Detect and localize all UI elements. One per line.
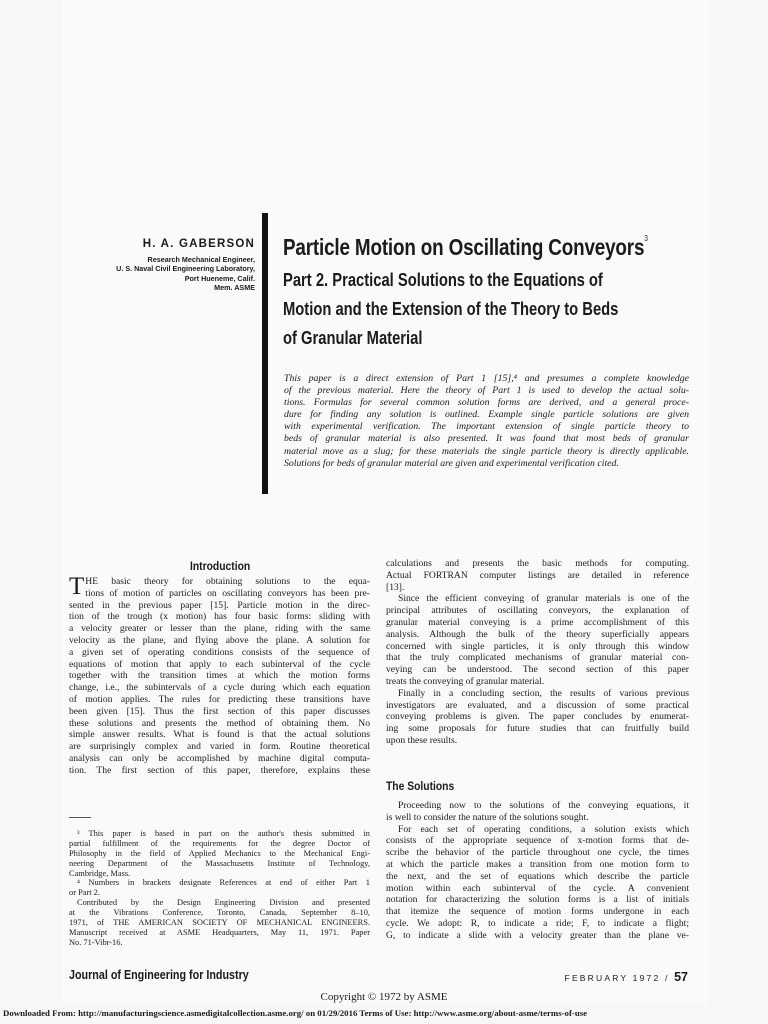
page-number: 57 <box>674 970 688 984</box>
body-line: tion. The first section of this paper, therefore, explains these <box>69 764 370 776</box>
body-line: ing some proposals for future studies that can fruitfully build <box>386 723 689 735</box>
body-line: cycle. We adopt: R, to indicate a ride; F, to indicate a flight; <box>386 917 689 929</box>
body-line: that the truly complicated mechanisms of granular material con- <box>386 652 689 664</box>
introduction-heading: Introduction <box>190 559 251 573</box>
body-line: Since the efficient conveying of granular materials is one of the <box>398 593 689 605</box>
title-footnote-mark: 3 <box>644 234 648 243</box>
paper-title <box>283 222 648 264</box>
footnote-line: at the Vibrations Conference, Toronto, Canada, September 8–10, <box>69 908 370 918</box>
body-line: G, to indicate a slide with a velocity greater than the plane ve- <box>386 929 689 941</box>
issue-date: FEBRUARY 1972 / <box>564 973 670 983</box>
body-line: at which the particle makes a transition from one motion form to <box>386 858 689 870</box>
body-line: equations of motion that apply to each subinterval of the cycle <box>69 658 370 670</box>
solutions-heading: The Solutions <box>386 779 455 793</box>
body-line: change, i.e., the subintervals of a cycle during which each equation <box>69 682 370 694</box>
body-line: HE basic theory for obtaining solutions to the equa- <box>85 576 370 587</box>
body-line: velocity as the plane, and flying above the plane. A solution for <box>69 634 370 646</box>
author-affiliation-line: U. S. Naval Civil Engineering Laboratory, <box>116 264 255 274</box>
body-line: analysis can only be accomplished by machine digital computa- <box>69 752 370 764</box>
body-line: of motion applies. The rules for predicting these transitions have <box>69 693 370 705</box>
footnote-rule <box>69 817 91 818</box>
body-line: is well to consider the nature of the solutions sought. <box>386 811 589 823</box>
body-line: conveying problems is given. The paper concludes by enumerat- <box>386 711 689 723</box>
body-line: Actual FORTRAN computer listings are detailed in reference <box>386 569 689 581</box>
body-line: For each set of operating conditions, a solution exists which <box>398 823 689 835</box>
body-line: that itemize the sequence of motion forms undergone in each <box>386 906 689 918</box>
footnote-line: Philosophy in the field of Applied Mechanics to the Mechanical Engi- <box>69 848 370 858</box>
abstract <box>284 373 689 470</box>
subtitle-line: Motion and the Extension of the Theory to Beds <box>283 299 619 319</box>
body-line: tion of the trough (x motion) has four basic forms: sliding with <box>69 611 370 623</box>
footnote-line: Contributed by the Design Engineering Division and presented <box>77 898 370 908</box>
drop-cap: T <box>69 573 85 600</box>
abstract-line: tions. Formulas for several common solution forms are derived, and a general proce- <box>284 397 689 409</box>
body-line: veying can be understood. The second section of this paper <box>386 664 689 676</box>
body-line: Proceeding now to the solutions of the conveying equations, it <box>398 800 689 811</box>
author-affiliation-line: Mem. ASME <box>214 283 255 293</box>
body-line: the next, and the set of equations which describe the particle <box>386 870 689 882</box>
body-line: investigators are evaluated, and a discussion of some practical <box>386 699 689 711</box>
author-affiliation-line: Port Hueneme, Calif. <box>184 273 255 283</box>
body-line: a velocity greater or lesser than the plane, riding with the same <box>69 623 370 635</box>
footnote-line: ⁴ Numbers in brackets designate References at end of either Part 1 <box>77 878 370 888</box>
abstract-line: beds of granular material is also presented. It was found that most beds of granular <box>284 433 689 445</box>
footnote-line: Manuscript received at ASME Headquarters, May 11, 1971. Paper <box>69 927 370 937</box>
author-name: H. A. GABERSON <box>142 238 255 250</box>
page-footer <box>565 970 688 984</box>
abstract-line: of the previous material. Here the theory of Part 1 is used to develop the actual solu- <box>284 385 689 397</box>
subtitle-line: of Granular Material <box>283 328 423 348</box>
body-line: concerned with single particles, it is only through this window <box>386 640 689 652</box>
footnotes <box>69 829 370 948</box>
body-line: tions of motion of particles on oscillating conveyors has been pre- <box>85 587 370 599</box>
body-line: together with the transition times at which the motion forms <box>69 670 370 682</box>
abstract-line: This paper is a direct extension of Part 1 [15],⁴ and presumes a complete knowledge <box>284 373 689 384</box>
footnote-line: 1971, of THE AMERICAN SOCIETY OF MECHANICAL ENGINEERS. <box>69 918 370 928</box>
body-line: a given set of operating conditions consists of the sequence of <box>69 646 370 658</box>
footnote-line: No. 71-Vibr-16. <box>69 937 123 947</box>
copyright-notice: Copyright © 1972 by ASME <box>320 991 448 1003</box>
body-line: upon these results. <box>386 734 458 746</box>
paper-subtitle <box>283 266 693 353</box>
body-line: principal attributes of oscillating conveyors, the explanation of <box>386 605 689 617</box>
subtitle-line: Part 2. Practical Solutions to the Equations of <box>283 270 603 290</box>
right-column-body <box>386 558 689 747</box>
body-line: motion within each subinterval of the cycle. A convenient <box>386 882 689 894</box>
body-line: are surprisingly complex and varied in form. Routine theoretical <box>69 741 370 753</box>
footnote-line: neering Department of the Massachusetts Institute of Technology, <box>69 858 370 868</box>
footnote-line: Cambridge, Mass. <box>69 868 131 878</box>
abstract-line: dure for finding any solution is outlined. Example single particle solutions are given <box>284 409 689 421</box>
download-notice: Downloaded From: http://manufacturingscience.asmedigitalcollection.asme.org/ on 01/29/2016 Terms of Use: http://www.asme.org/about-asme/terms-of-use <box>3 1008 588 1018</box>
author-affiliation-line: Research Mechanical Engineer, <box>147 255 255 264</box>
body-line: these solutions and presents the method of obtaining them. No <box>69 717 370 729</box>
footnote-line: ³ This paper is based in part on the author's thesis submitted in <box>77 829 370 838</box>
journal-name: Journal of Engineering for Industry <box>69 968 249 982</box>
body-line: been given [15]. Thus the first section of this paper discusses <box>69 705 370 717</box>
solutions-body <box>386 800 689 942</box>
author-block <box>45 238 255 293</box>
body-line: notation for characterizing the solution forms is a list of initials <box>386 894 689 906</box>
footnote-line: or Part 2. <box>69 888 100 898</box>
footnote-line: partial fulfillment of the requirements for the degree Doctor of <box>69 838 370 848</box>
introduction-body <box>69 573 370 777</box>
title-divider-bar <box>262 213 268 494</box>
body-line: granular material conveying is a prime accomplishment of this <box>386 616 689 628</box>
body-line: analysis. Although the bulk of the theory superficially appears <box>386 628 689 640</box>
body-line: treats the conveying of granular material. <box>386 675 545 687</box>
body-line: calculations and presents the basic methods for computing. <box>386 558 689 569</box>
abstract-line: with experimental verification. The important extension of single particle theory to <box>284 421 689 433</box>
body-line: Finally in a concluding section, the results of various previous <box>398 687 689 699</box>
abstract-line: Solutions for beds of granular material are given and experimental verification cited. <box>284 457 619 469</box>
body-line: [13]. <box>386 581 405 593</box>
body-line: scribe the behavior of the particle throughout one cycle, the times <box>386 847 689 859</box>
body-line: sented in the previous paper [15]. Particle motion in the direc- <box>69 599 370 611</box>
abstract-line: material move as a slug; for these materials the single particle theory is directly applicable. <box>284 445 689 457</box>
body-line: simple answer results. What is found is that the actual solutions <box>69 729 370 741</box>
body-line: consists of the appropriate sequence of x-motion forms that de- <box>386 835 689 847</box>
paper-title-text: Particle Motion on Oscillating Conveyors <box>283 234 645 260</box>
